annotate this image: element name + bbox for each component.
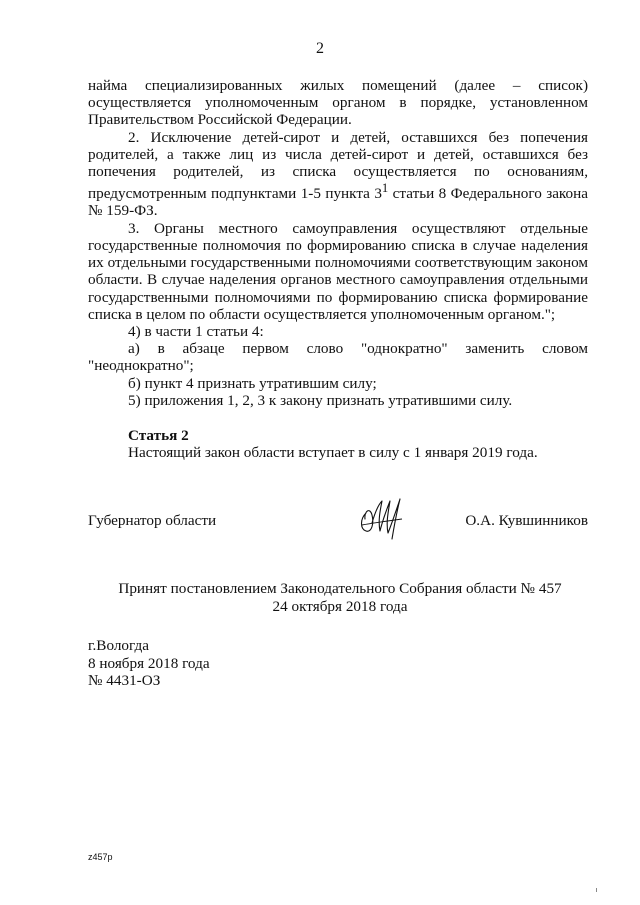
article-text: Настоящий закон области вступает в силу с 1 января 2019 года. xyxy=(128,444,538,461)
paragraph-local-government: 3. Органы местного самоуправления осуществляют отдельные государственные полномочия по формированию списка в случае наделения их отдельными государственными полномочиями соответствующим законом области. В случае наделения органов местного самоуправления отдельными государственными полномочиями по формированию списка формирование списка в целом по области осуществляется уполномоченным органом."; xyxy=(88,219,588,323)
governor-name: О.А. Кувшинников xyxy=(465,512,588,529)
paragraph-item-4a: а) в абзаце первом слово "однократно" заменить словом "неоднократно"; xyxy=(88,340,588,375)
paragraph-exclusion-text: 2. Исключение детей-сирот и детей, оставшихся без попечения родителей, а также лиц из числа детей-сирот и детей, оставшихся без попечения родителей, из списка осуществляется по основаниям, предусмотренным подпунктами 1-5 пункта 3 xyxy=(88,128,588,203)
article-2 xyxy=(128,427,598,461)
paragraph-item-4: 4) в части 1 статьи 4: xyxy=(128,322,264,340)
article-heading: Статья 2 xyxy=(128,427,189,444)
governor-title: Губернатор области xyxy=(88,512,217,529)
city: г.Вологда xyxy=(88,637,149,654)
place-date-block xyxy=(88,637,210,690)
signature-row xyxy=(88,512,588,532)
handwritten-signature xyxy=(352,493,412,541)
adoption-line-2: 24 октября 2018 года xyxy=(272,598,408,615)
law-number: № 4431-ОЗ xyxy=(88,672,161,689)
paragraph-continuation: найма специализированных жилых помещений (далее – список) осуществляется уполномоченным органом в порядке, установленном Правительством Российской Федерации. xyxy=(88,77,588,129)
adoption-line-1: Принят постановлением Законодательного Собрания области № 457 xyxy=(118,580,562,597)
footer-code: z457p xyxy=(88,852,113,862)
page-number: 2 xyxy=(316,40,324,57)
signing-date: 8 ноября 2018 года xyxy=(88,654,210,672)
paragraph-item-5: 5) приложения 1, 2, 3 к закону признать утратившими силу. xyxy=(128,391,513,409)
corner-mark xyxy=(596,888,597,892)
paragraph-exclusion-tail: статьи 8 Федерального закона № 159-ФЗ. xyxy=(88,185,589,220)
adoption-note xyxy=(0,580,640,616)
superscript-index: 1 xyxy=(381,181,389,196)
paragraph-item-4b: б) пункт 4 признать утратившим силу; xyxy=(128,374,377,392)
law-body xyxy=(88,77,588,409)
paragraph-exclusion xyxy=(88,129,588,220)
